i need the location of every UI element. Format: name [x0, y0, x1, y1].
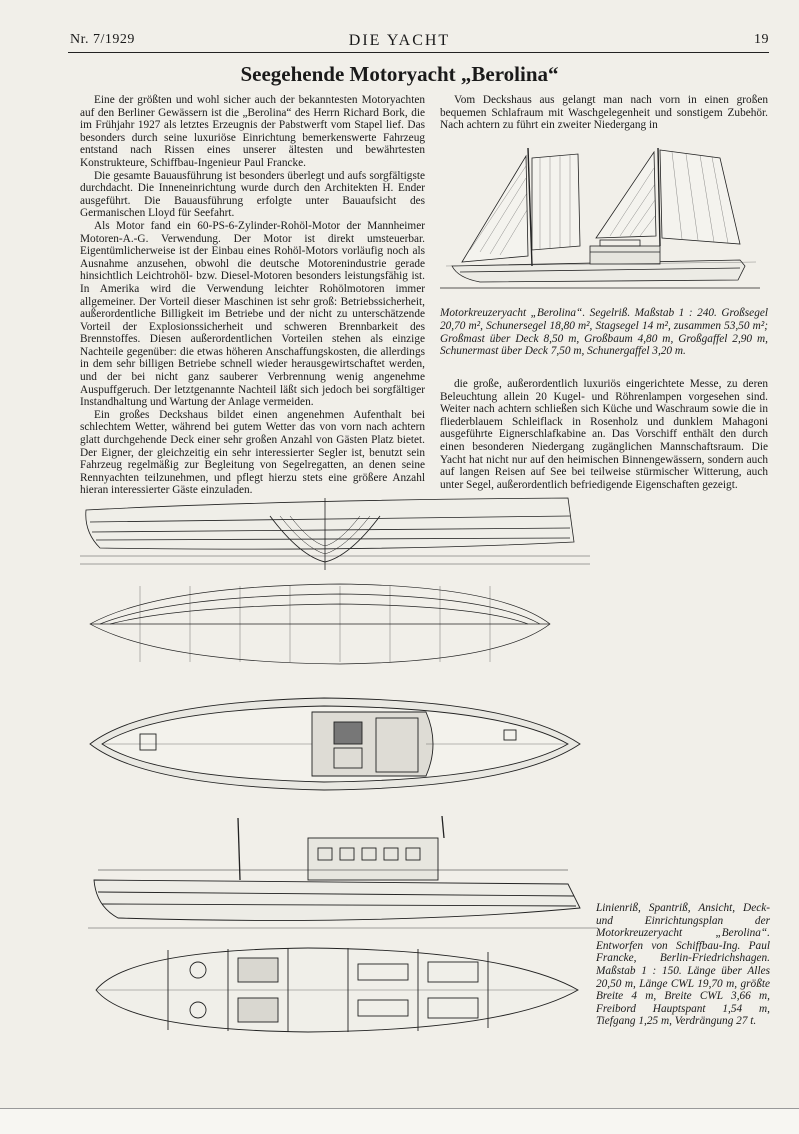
page-bottom-edge — [0, 1108, 799, 1134]
paragraph-engine: Als Motor fand ein 60-PS-6-Zylinder-Rohöl-Motor der Mannheimer Motoren-A.-G. Verwendung. Der Motor ist direkt umsteuerbar. Eigentümlicherweise ist der Einbau eines Rohöl-Motors vorläufig noch als Ausnahme anzusehen, obwohl die deutsche Motorenindustrie gerade hinsichtlich Leichtrohöl- bzw. Diesel-Motoren besonders leistungsfähig ist. In Amerika wird die Verwendung leichter Rohölmotoren immer allgemeiner. Der Vorteil dieser Maschinen ist sehr groß: Betriebssicherheit, außerordentliche Billigkeit im Betriebe und der nicht zu unterschätzende Vorteil der Explosionssicherheit und schweren Brennbarkeit des Brennstoffes. Diesen außerordentlichen Vorteilen stehen als einzige Nachteile gegenüber: die etwas höheren Anschaffungskosten, die allerdings in dem sehr billigen Betriebe schnell wieder herausgewirtschaftet werden, und der bei nicht ganz sauberer Verbrennung wenig angenehme Auspuffgeruch. Der letztgenannte Nachteil läßt sich jedoch bei sorgfältiger Instandhaltung und Wartung der Anlage vermeiden. — [80, 219, 425, 409]
caption-lines-plan: Linienriß, Spantriß, Ansicht, Deck- und Einrichtungsplan der Motorkreuzeryacht „Berolina“. Entworfen von Schiffbau-Ing. Paul Francke, Berlin-Friedrichshagen. Maßstab 1 : 150. Länge über Alles 20,50 m, Länge CWL 19,70 m, größte Breite 4 m, Breite CWL 3,66 m, Freibord Hauptspant 1,54 m, Tiefgang 1,25 m, Verdrängung 27 t. — [596, 902, 770, 1028]
accommodation-plan-drawing — [88, 944, 588, 1036]
paragraph-intro: Eine der größten und wohl sicher auch der bekanntesten Motoryachten auf den Berliner Gewässern ist die „Berolina“ des Herrn Richard Bork, die im Frühjahr 1927 als letztes Erzeugnis der Pabstwerft vom Stapel lief. Das besonders durch seine luxuriöse Einrichtung bemerkenswerte Fahrzeug entstand nach Rissen eines unserer ältesten und bewährtesten Konstrukteure, Schiffbau-Ingenieur Paul Francke. — [80, 94, 425, 169]
page-number: 19 — [754, 32, 769, 47]
article-column-right-top — [440, 94, 768, 132]
paragraph-deckhouse: Ein großes Deckshaus bildet einen angenehmen Aufenthalt bei schlechtem Wetter, während bei gutem Wetter das von vorn nach achtern glatt durchgehende Deck einer sehr großen Anzahl von Gästen Platz bietet. Der Eigner, der gleichzeitig ein sehr interessierter Segler ist, benutzt sein Fahrzeug regelmäßig zur Begleitung von Segelregatten, an denen seine Rennyachten teilzunehmen, und pflegt hierzu stets eine größere Anzahl hieran interessierter Gäste einzuladen. — [80, 408, 425, 497]
journal-title: DIE YACHT — [348, 32, 451, 49]
article-column-right-bottom — [440, 378, 768, 491]
paragraph-construction: Die gesamte Bauausführung ist besonders überlegt und aufs sorgfältigste durchdacht. Die Inneneinrichtung wurde durch den Architekten H. Ender ausgeführt. Die Bauausführung erfolgte unter Bauaufsicht des Germanischen Lloyd für Seefahrt. — [80, 169, 425, 220]
profile-view-drawing — [88, 808, 598, 940]
paragraph-sleeping-room: Vom Deckshaus aus gelangt man nach vorn in einen großen bequemen Schlafraum mit Waschgelegenheit und sonstigem Zubehör. Nach achtern zu führt ein zweiter Niedergang in — [440, 94, 768, 132]
issue-number: Nr. 7/1929 — [70, 32, 135, 47]
lines-plan-profile — [80, 492, 590, 578]
paragraph-mess: die große, außerordentlich luxuriös eingerichtete Messe, zu deren Beleuchtung allein 20 Kugel- und Röhrenlampen vorgesehen sind. Weiter nach achtern schließen sich Küche und Waschraum sowie die in fliederblauem Schleiflack in Rosenholz und dunklem Mahagoni ausgeführte Eignerschlafkabine an. Das Vorschiff enthält den durch einen besonderen Niedergang zugänglichen Mannschaftsraum. Die Yacht hat nicht nur auf den heimischen Binnengewässern, sondern auch auf langen Reisen auf See bei teilweise stürmischer Witterung, auch unter Segel, außerordentlich befriedigende Eigenschaften gezeigt. — [440, 378, 768, 491]
caption-sail-plan: Motorkreuzeryacht „Berolina“. Segelriß. Maßstab 1 : 240. Großsegel 20,70 m², Schunersegel 18,80 m², Stagsegel 14 m², zusammen 53,50 m²; Großmast über Deck 8,50 m, Großbaum 4,80 m, Großgaffel 2,90 m, Schunermast über Deck 7,50 m, Schunergaffel 3,20 m. — [440, 307, 768, 358]
article-column-left — [80, 94, 425, 497]
header-rule — [68, 52, 769, 53]
article-title: Seegehende Motoryacht „Berolina“ — [240, 62, 559, 86]
sail-plan-drawing — [440, 138, 760, 300]
lines-plan-half-breadth — [80, 580, 590, 668]
deck-plan — [84, 690, 594, 798]
